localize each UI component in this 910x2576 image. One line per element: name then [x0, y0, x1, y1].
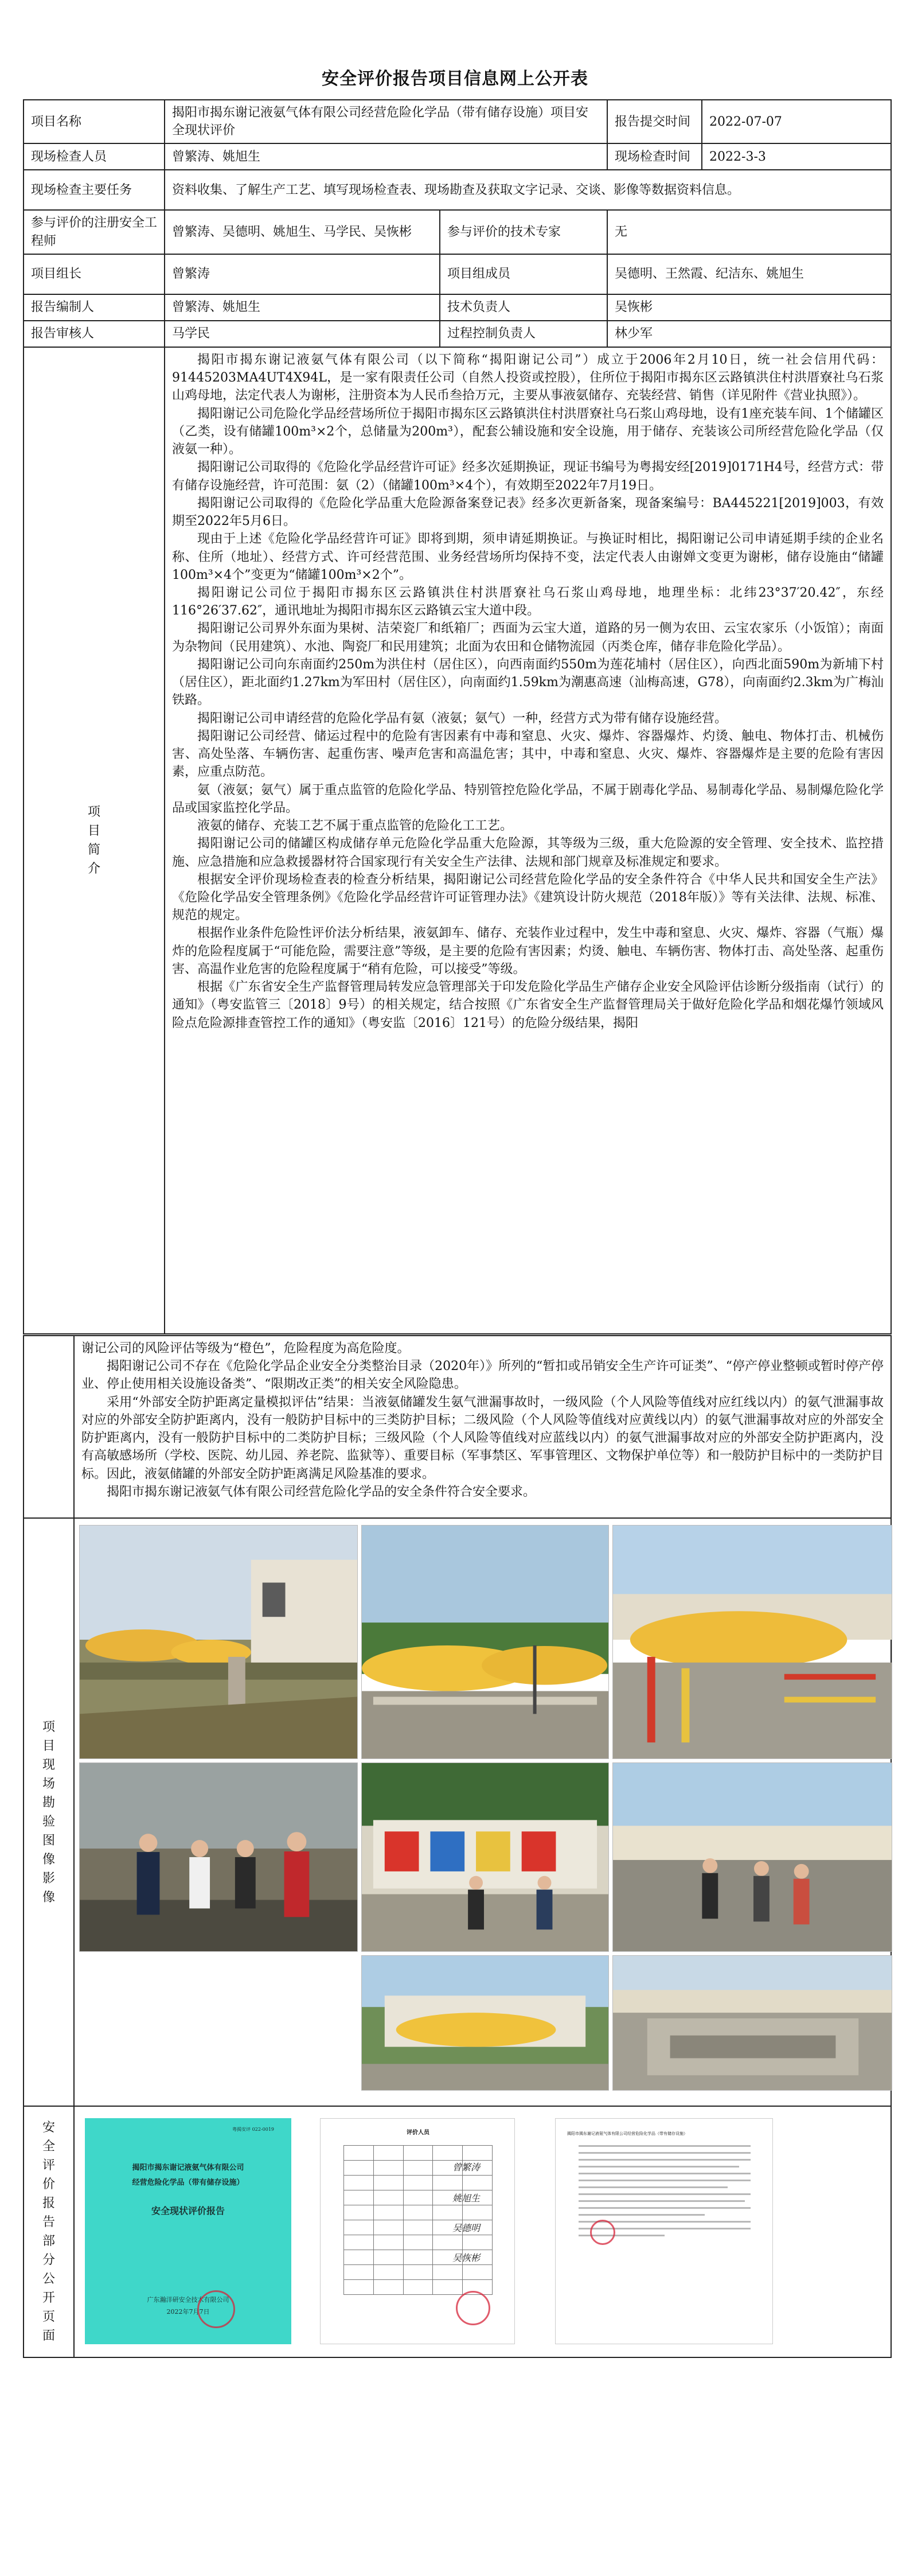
- site-photo-yellow-tanks: [361, 1525, 609, 1759]
- reviewer-value: 马学民: [165, 321, 440, 347]
- photos-label-cell: [24, 1518, 74, 2106]
- report-signature-page: [320, 2118, 515, 2344]
- submit-time-label: 报告提交时间: [607, 100, 702, 143]
- submit-time-value: 2022-07-07: [702, 100, 891, 143]
- compiler-value: 曾繁涛、姚旭生: [165, 294, 440, 321]
- summary-paragraph: 揭阳谢记公司经营、储运过程中的危险有害因素有中毒和窒息、火灾、爆炸、容器爆炸、灼烫、触电、物体打击、机械伤害、高处坠落、车辆伤害、起重伤害、噪声危害和高温危害；其中，中毒和窒息、火灾、爆炸、容器爆炸是主要的危险有害因素，应重点防范。: [172, 729, 884, 780]
- report-label: 安全评价报告部分公开页面: [42, 2120, 55, 2343]
- photos-label: 项目现场勘验图像影像: [42, 1719, 55, 1905]
- signature-seal: [456, 2291, 490, 2325]
- summary-continuation: [74, 1336, 891, 1518]
- cover-seal: [197, 2290, 235, 2328]
- report-pages-cell: [74, 2106, 891, 2357]
- inspect-time-label: 现场检查时间: [607, 143, 702, 170]
- site-photo-entrance-signs: [361, 1762, 609, 1952]
- cover-code: 粤揭安评 022-0019: [232, 2127, 274, 2132]
- summary-paragraph: 液氨的储存、充装工艺不属于重点监管的危险化工工艺。: [197, 819, 513, 834]
- inspect-time-value: 2022-3-3: [702, 143, 891, 170]
- summary-paragraph: 揭阳谢记公司位于揭阳市揭东区云路镇洪住村洪厝寮社乌石浆山鸡母地，地理坐标：北纬23°37′20.42″，东经116°26′37.62″，通讯地址为揭阳市揭东区云路镇云宝大道中段。: [172, 585, 884, 618]
- signature-name: 吴德明: [452, 2223, 481, 2233]
- sign-title: 评价人员: [407, 2130, 429, 2136]
- site-photo-inspectors: [79, 1762, 358, 1952]
- cover-org: 广东瀚洋研安全技术有限公司: [147, 2295, 229, 2303]
- page-title: 安全评价报告项目信息网上公开表: [322, 69, 588, 89]
- summary-paragraph: 揭阳谢记公司危险化学品经营场所位于揭阳市揭东区云路镇洪住村洪厝寮社乌石浆山鸡母地，设有1座充装车间、1个储罐区（乙类，设有储罐100m³×2个，总储量为200m³），配套公辅设施和安全设施，用于储存、充装该公司所经营危险化学品（仅液氨一种）。: [172, 406, 884, 457]
- signature-name: 吴恢彬: [452, 2252, 481, 2263]
- cover-date: 2022年7月7日: [166, 2308, 210, 2316]
- site-photo-concrete-area: [612, 1955, 892, 2091]
- report-pages: [79, 2111, 886, 2352]
- summary-paragraph: 氨（液氨；氨气）属于重点监管的危险化学品、特别管控危险化学品，不属于剧毒化学品、易制毒化学品、易制爆危险化学品或国家监控化学品。: [172, 783, 884, 815]
- summary-paragraph: 根据《广东省安全生产监督管理局转发应急管理部关于印发危险化学品生产储存企业安全风险评估诊断分级指南（试行）的通知》（粤安监管三〔2018〕9号）的相关规定，结合按照《广东省安全生产监督管理局关于做好危险化学品和烟花爆竹领域风险点危险源排查管控工作的通知》（粤安监〔2016〕121号）的危险分级结果，揭阳: [172, 980, 884, 1030]
- process-lead-value: 林少军: [607, 321, 891, 347]
- conclusion-title: 揭阳市揭东谢记液氨气体有限公司经营危险化学品（带有储存设施）: [567, 2131, 688, 2136]
- engineers-label: 参与评价的注册安全工程师: [24, 210, 165, 254]
- site-photo-tank-field: [79, 1525, 358, 1759]
- cover-company: 揭阳市揭东谢记液氨气体有限公司: [132, 2163, 244, 2172]
- summary-paragraph: 根据作业条件危险性评价法分析结果，液氨卸车、储存、充装作业过程中，发生中毒和窒息、火灾、爆炸、容器（气瓶）爆炸的危险程度属于“可能危险，需要注意”等级，是主要的危险有害因素；灼烫、触电、车辆伤害、物体打击、高处坠落、起重伤害、高温作业危害的危险程度属于“稍有危险，可以接受”等级。: [172, 926, 884, 976]
- site-photo-pipes: [612, 1525, 892, 1759]
- summary-label-cell: [24, 347, 165, 1334]
- team-members-value: 吴德明、王然霞、纪洁东、姚旭生: [607, 254, 891, 294]
- report-conclusion-page: [555, 2118, 773, 2344]
- project-name-value: 揭阳市揭东谢记液氨气体有限公司经营危险化学品（带有储存设施）项目安全现状评价: [165, 100, 607, 143]
- summary-paragraph: 根据安全评价现场检查表的检查分析结果，揭阳谢记公司经营危险化学品的安全条件符合《中华人民共和国安全生产法》《危险化学品安全管理条例》《危险化学品经营许可证管理办法》《建筑设计防火规范（2018年版）》等有关法律、法规、标准、规范的规定。: [172, 872, 884, 923]
- summary-paragraph: 揭阳谢记公司不存在《危险化学品企业安全分类整治目录（2020年）》所列的“暂扣或吊销安全生产许可证类”、“停产停业整顿或暂时停产停业、停止使用相关设施设备类”、“限期改正类”的相关安全风险隐患。: [81, 1359, 884, 1392]
- team-leader-label: 项目组长: [24, 254, 165, 294]
- cover-project: 经营危险化学品（带有储存设施）: [132, 2178, 244, 2188]
- summary-paragraph: 现由于上述《危险化学品经营许可证》即将到期，须申请延期换证。与换证时相比，揭阳谢记公司申请延期手续的企业名称、住所（地址）、经营方式、许可经营范围、业务经营场所均保持不变，法定代表人由谢婵文变更为谢彬，储存设施由“储罐100m³×4个”变更为“储罐100m³×2个”。: [172, 532, 884, 582]
- summary-paragraph: 揭阳谢记公司的储罐区构成储存单元危险化学品重大危险源，其等级为三级，重大危险源的安全管理、安全技术、监控措施、应急措施和应急救援器材符合国家现行有关安全生产法律、法规和部门规章及标准规定和要求。: [172, 836, 884, 869]
- summary-paragraph: 揭阳市揭东谢记液氨气体有限公司经营危险化学品的安全条件符合安全要求。: [107, 1484, 536, 1499]
- team-leader-value: 曾繁涛: [165, 254, 440, 294]
- tasks-value: 资料收集、了解生产工艺、填写现场检查表、现场勘查及获取文字记录、交谈、影像等数据资料信息。: [165, 170, 891, 210]
- report-cover-page: [85, 2118, 291, 2344]
- project-name-label: 项目名称: [24, 100, 165, 143]
- summary-paragraph: 揭阳谢记公司取得的《危险化学品经营许可证》经多次延期换证，现证书编号为粤揭安经[2019]0171H4号，经营方式：带有储存设施经营，许可范围：氨（2）（储罐100m³×4个），有效期至2022年7月19日。: [172, 460, 884, 493]
- team-members-label: 项目组成员: [440, 254, 607, 294]
- inspectors-label: 现场检查人员: [24, 143, 165, 170]
- photo-grid: [78, 1524, 887, 2100]
- info-table-page-2: [23, 1335, 891, 2358]
- tech-lead-value: 吴恢彬: [607, 294, 891, 321]
- summary-paragraph: 揭阳谢记公司界外东面为果树、洁荣瓷厂和纸箱厂；西面为云宝大道，道路的另一侧为农田、云宝农家乐（小饭馆）；南面为杂物间（民用建筑）、水池、陶瓷厂和民用建筑；北面为农田和仓储物流园（丙类仓库，储存非危险化学品）。: [172, 621, 884, 654]
- engineers-value: 曾繁涛、吴德明、姚旭生、马学民、吴恢彬: [165, 210, 440, 254]
- inspectors-value: 曾繁涛、姚旭生: [165, 143, 607, 170]
- cover-title: 安全现状评价报告: [151, 2205, 225, 2216]
- signature-name: 曾繁涛: [452, 2162, 481, 2173]
- summary-paragraph: 揭阳市揭东谢记液氨气体有限公司（以下简称“揭阳谢记公司”）成立于2006年2月10日，统一社会信用代码：91445203MA4UT4X94L，是一家有限责任公司（自然人投资或控股），住所位于揭阳市揭东区云路镇洪住村洪厝寮社乌石浆山鸡母地，法定代表人为谢彬，注册资本为人民币叁拾万元，主要从事液氨储存、充装经营、销售（详见附件《营业执照》）。: [172, 352, 884, 403]
- conclusion-seal: [590, 2220, 615, 2245]
- summary-paragraph: 采用“外部安全防护距离定量模拟评估”结果：当液氨储罐发生氨气泄漏事故时，一级风险（个人风险等值线对应红线以内）的氨气泄漏事故对应的外部安全防护距离内，没有一般防护目标中的三类防护目标；二级风险（个人风险等值线对应黄线以内）的氨气泄漏事故对应的外部安全防护距离内，没有一般防护目标中的二类防护目标；三级风险（个人风险等值线对应蓝线以内）的氨气泄漏事故对应的外部安全防护距离内，没有高敏感场所（学校、医院、幼儿园、养老院、监狱等）、重要目标（军事禁区、军事管理区、文物保护单位等）和一般防护目标中的一类防护目标。因此，液氨储罐的外部安全防护距离满足风险基准的要求。: [81, 1395, 884, 1481]
- signature-name: 姚旭生: [452, 2193, 481, 2204]
- summary-paragraph: 谢记公司的风险评估等级为“橙色”，危险程度为高危险度。: [81, 1341, 410, 1356]
- summary-paragraph: 揭阳谢记公司取得的《危险化学品重大危险源备案登记表》经多次更新备案，现备案编号：BA445221[2019]003，有效期至2022年5月6日。: [172, 496, 884, 529]
- photos-cell: [74, 1518, 891, 2106]
- process-lead-label: 过程控制负责人: [440, 321, 607, 347]
- compiler-label: 报告编制人: [24, 294, 165, 321]
- summary-label: 项目简介: [87, 804, 100, 876]
- tech-lead-label: 技术负责人: [440, 294, 607, 321]
- report-label-cell: [24, 2106, 74, 2357]
- reviewer-label: 报告审核人: [24, 321, 165, 347]
- summary-paragraph: 揭阳谢记公司申请经营的危险化学品有氨（液氨；氨气）一种，经营方式为带有储存设施经营。: [197, 711, 728, 726]
- site-photo-tank-inspection: [612, 1762, 892, 1952]
- site-photo-tank-yard: [361, 1955, 609, 2091]
- info-table-page-1: [23, 99, 891, 1334]
- tasks-label: 现场检查主要任务: [24, 170, 165, 210]
- summary-body: [165, 347, 891, 1334]
- tech-experts-value: 无: [607, 210, 891, 254]
- tech-experts-label: 参与评价的技术专家: [440, 210, 607, 254]
- summary-paragraph: 揭阳谢记公司向东南面约250m为洪住村（居住区），向西南面约550m为莲花埔村（居住区），向西北面590m为新埔下村（居住区），距北面约1.27km为军田村（居住区），向南面约1.59km为潮惠高速（汕梅高速，G78），向南面约2.3km为广梅汕铁路。: [172, 657, 884, 708]
- summary-continuation-label-cell: [24, 1336, 74, 1518]
